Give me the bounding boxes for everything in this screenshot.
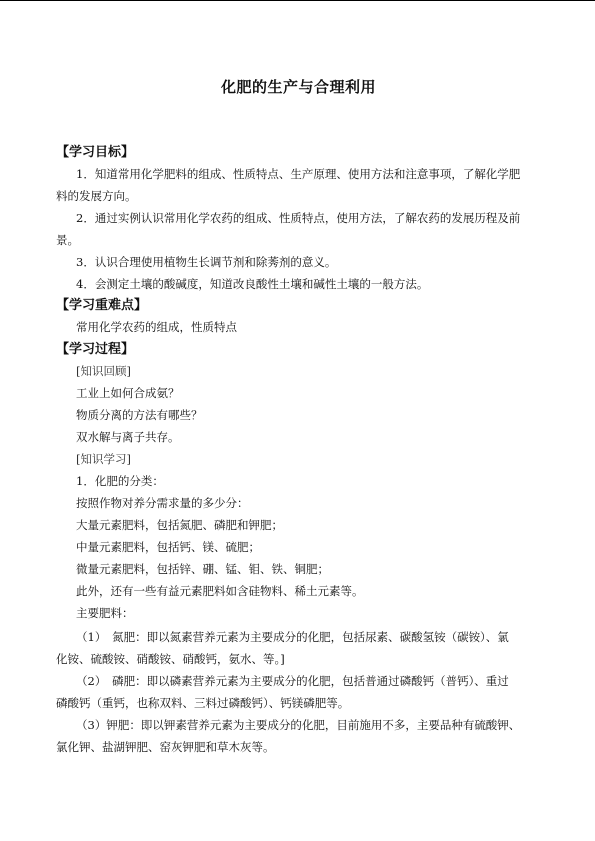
learn-item-5: 微量元素肥料，包括锌、硼、锰、钼、铁、铜肥； (76, 562, 329, 576)
goal-item-1: 1．知道常用化学肥料的组成、性质特点、生产原理、使用方法和注意事项，了解化学肥 (76, 167, 521, 181)
goal-item-3: 3．认识合理使用植物生长调节剂和除莠剂的意义。 (76, 255, 337, 269)
fertilizer-potassium: （3）钾肥：即以钾素营养元素为主要成分的化肥，目前施用不多，主要品种有硫酸钾、 (76, 718, 521, 732)
fertilizer-phosphorus: （2） 磷肥：即以磷素营养元素为主要成分的化肥，包括普通过磷酸钙（普钙）、重过 (76, 674, 509, 688)
goal-item-4: 4．会测定土壤的酸碱度，知道改良酸性土壤和碱性土壤的一般方法。 (76, 277, 429, 291)
key-points-text: 常用化学农药的组成，性质特点 (76, 320, 237, 334)
learn-item-3: 大量元素肥料，包括氮肥、磷肥和钾肥； (76, 518, 283, 532)
review-item-1: 工业上如何合成氨？ (76, 386, 180, 400)
fertilizer-nitrogen: （1） 氮肥：即以氮素营养元素为主要成分的化肥，包括尿素、碳酸氢铵（碳铵）、氯 (76, 630, 509, 644)
learn-item-7: 主要肥料： (76, 606, 134, 620)
review-item-2: 物质分离的方法有哪些？ (76, 408, 203, 422)
goal-item-1-cont: 料的发展方向。 (56, 189, 137, 203)
section-heading-process: 【学习过程】 (56, 342, 135, 357)
learn-label: [知识学习] (76, 452, 131, 466)
section-heading-goals: 【学习目标】 (56, 145, 135, 160)
learn-item-4: 中量元素肥料，包括钙、镁、硫肥； (76, 540, 260, 554)
learn-item-2: 按照作物对养分需求量的多少分： (76, 496, 249, 510)
learn-item-6: 此外，还有一些有益元素肥料如含硅物料、稀土元素等。 (76, 584, 364, 598)
review-label: [知识回顾] (76, 364, 131, 378)
review-item-3: 双水解与离子共存。 (76, 430, 180, 444)
fertilizer-nitrogen-cont: 化铵、硫酸铵、硝酸铵、硝酸钙，氨水、等。] (56, 652, 285, 666)
page-title: 化肥的生产与合理利用 (220, 78, 376, 96)
learn-item-1: 1．化肥的分类： (76, 474, 164, 488)
goal-item-2-cont: 景。 (56, 233, 79, 247)
fertilizer-phosphorus-cont: 磷酸钙（重钙，也称双料、三料过磷酸钙）、钙镁磷肥等。 (56, 696, 350, 710)
top-rule (0, 0, 595, 1)
goal-item-2: 2．通过实例认识常用化学农药的组成、性质特点，使用方法，了解农药的发展历程及前 (76, 211, 521, 225)
section-heading-key-points: 【学习重难点】 (56, 298, 148, 313)
fertilizer-potassium-cont: 氯化钾、盐湖钾肥、窑灰钾肥和草木灰等。 (56, 740, 275, 754)
